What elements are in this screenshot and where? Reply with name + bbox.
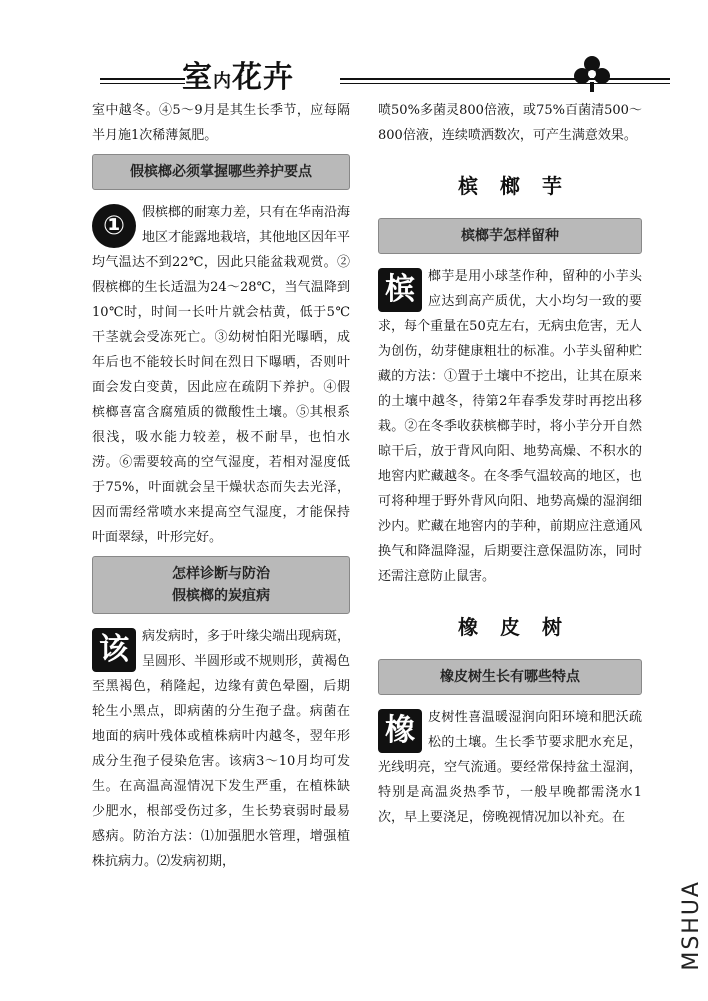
header-rule-right: [340, 78, 670, 80]
right-para2: [378, 705, 642, 830]
right-para1: [378, 264, 642, 589]
header-rule-left: [100, 78, 185, 80]
header-rule-right-thin: [340, 83, 670, 84]
drop-cap-xiang: 橡: [378, 709, 422, 753]
banner-anthracnose-line1: 怎样诊断与防治: [172, 566, 270, 582]
watermark-text: MSHUA: [679, 880, 704, 971]
header-title: [182, 52, 294, 96]
left-para2-text: 病发病时，多于叶缘尖端出现病斑，呈圆形、半圆形或不规则形，黄褐色至黑褐色，稍隆起，边缘有黄色晕圈，后期轮生小黑点，即病菌的分生孢子盘。病菌在地面的病叶残体或植株病叶内越冬，翌年形成分生孢子侵染危害。该病3～10月均可发生。在高温高湿情况下发生严重，在植株缺少肥水，根部受伤过多，生长势衰弱时最易感病。防治方法：⑴加强肥水管理，增强植株抗病力。⑵发病初期，: [92, 629, 351, 869]
section-title-xiangpishu: 橡皮树: [458, 615, 584, 639]
header-title-small: 内: [213, 71, 232, 92]
right-column: [378, 98, 642, 830]
left-para1-text: 假槟榔的耐寒力差，只有在华南沿海地区才能露地栽培，其他地区因年平均气温达不到22℃，因此只能盆栽观赏。②假槟榔的生长适温为24～28℃，当气温降到10℃时，时间一长叶片就会枯黄，低于5℃干茎就会受冻死亡。③幼树怕阳光曝晒，成年后也不能较长时间在烈日下曝晒，否则叶面会发白变黄，因此应在疏阴下养护。④假槟榔喜富含腐殖质的微酸性土壤。⑤其根系很浅，吸水能力较差，极不耐旱，也怕水涝。⑥需要较高的空气湿度，若相对湿度低于75%，叶面就会呈干燥状态而失去光泽，因而需经常喷水来提高空气湿度，才能保持叶面翠绿，叶形完好。: [92, 205, 351, 545]
header-rule-left-thin: [100, 83, 185, 84]
right-intro: 喷50%多菌灵800倍液，或75%百菌清500～800倍液，连续喷洒数次，可产生满意效果。: [378, 103, 642, 143]
left-column: [92, 98, 350, 874]
left-intro: 室中越冬。④5～9月是其生长季节，应每隔半月施1次稀薄氮肥。: [92, 103, 350, 143]
banner-anthracnose-line2: 假槟榔的炭疽病: [172, 588, 270, 604]
right-para2-text: 皮树性喜温暖湿润向阳环境和肥沃疏松的土壤。生长季节要求肥水充足，光线明亮，空气流通。要经常保持盆土湿润，特别是高温炎热季节，一般早晚都需浇水1次，早上要浇足，傍晚视情况加以补充。在: [378, 710, 642, 825]
flower-logo-icon: [572, 54, 612, 94]
drop-cap-gai: 该: [92, 628, 136, 672]
drop-cap-1: ①: [92, 204, 136, 248]
left-para2: [92, 624, 350, 874]
banner-xiangpishu-features: 橡皮树生长有哪些特点: [378, 659, 642, 695]
right-para1-text: 榔芋是用小球茎作种，留种的小芋头应达到高产质优，大小均匀一致的要求，每个重量在50克左右，无病虫危害，无人为创伤，幼芽健康粗壮的标准。小芋头留种贮藏的方法：①置于土壤中不挖出，让其在原来的土壤中越冬，待第2年春季发芽时再挖出移栽。②在冬季收获槟榔芋时，将小芋分开自然晾干后，放于背风向阳、地势高燥、不积水的地窖内贮藏越冬。在冬季气温较高的地区，也可将种埋于野外背风向阳、地势高燥的湿润细沙内。贮藏在地窖内的芋种，前期应注意通风换气和降温降湿，后期要注意保温防冻，同时还需注意防止鼠害。: [378, 269, 642, 584]
banner-anthracnose: [92, 556, 350, 614]
drop-cap-bin: 槟: [378, 268, 422, 312]
header-title-rest: 花卉: [232, 60, 294, 95]
section-title-binlangyu: 槟榔芋: [458, 174, 584, 198]
banner-binlangyu-seed: 槟榔芋怎样留种: [378, 218, 642, 254]
banner-jiabinlang-care: 假槟榔必须掌握哪些养护要点: [92, 154, 350, 190]
left-para1: [92, 200, 350, 550]
header-title-char1: 室: [182, 60, 213, 95]
